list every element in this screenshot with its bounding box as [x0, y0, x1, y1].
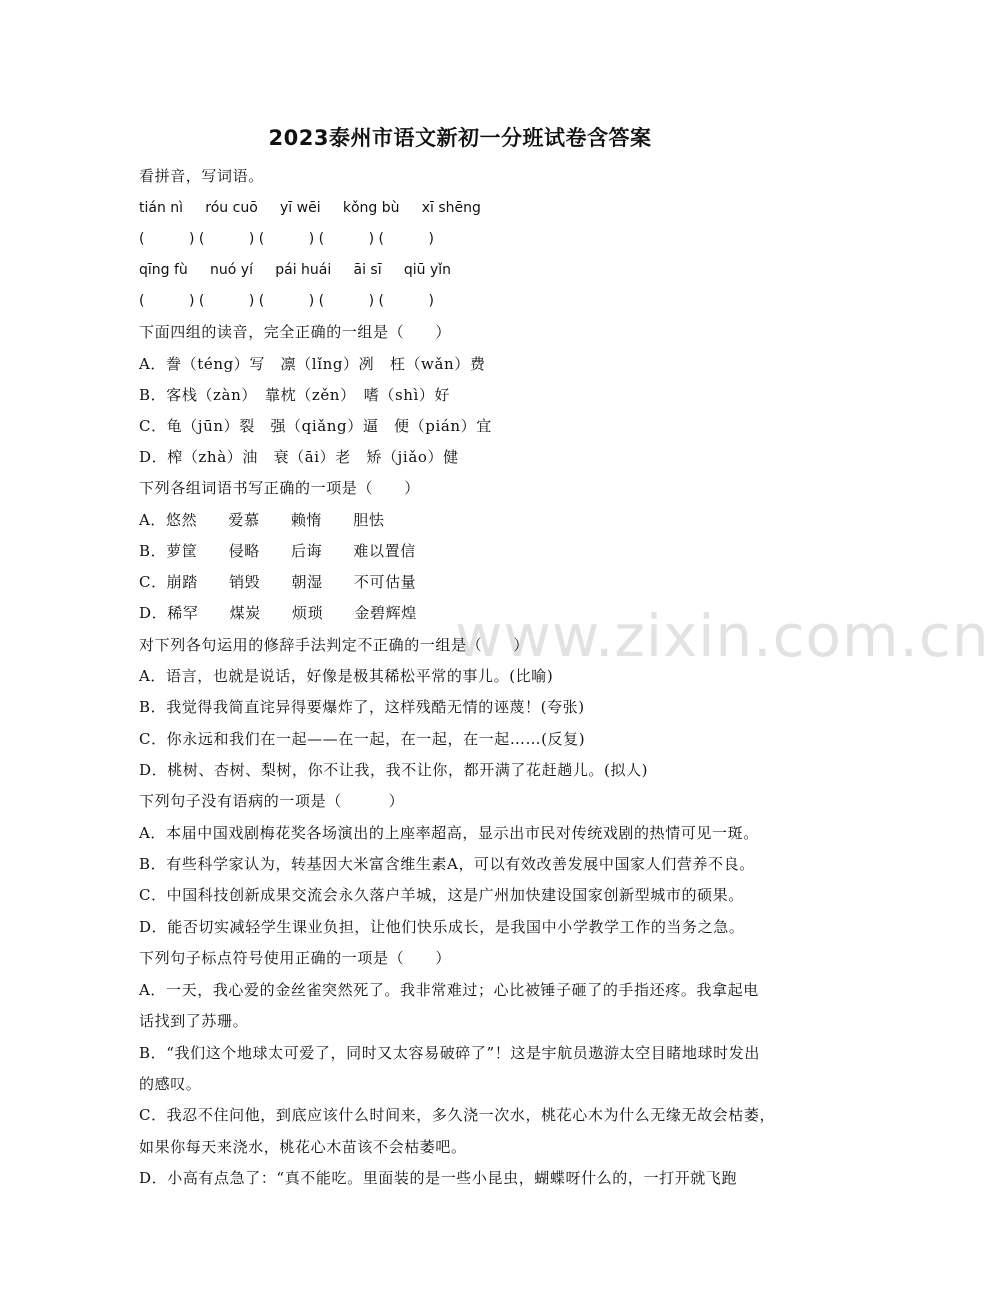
question-spelling: 下列各组词语书写正确的一项是（ ）: [139, 479, 420, 497]
answer-blanks-row-2: ( ) ( ) ( ) ( ) ( ): [139, 293, 434, 309]
watermark: www.zixin.com.cn: [455, 602, 990, 670]
option-d: D．能否切实减轻学生课业负担，让他们快乐成长，是我国中小学教学工作的当务之急。: [139, 918, 745, 936]
option-b: B．萝筐 侵略 后诲 难以置信: [139, 542, 416, 560]
option-a: A．誊（téng）写 凛（lǐng）冽 枉（wǎn）费: [139, 355, 486, 373]
option-c: C．你永远和我们在一起——在一起，在一起，在一起……(反复): [139, 730, 586, 748]
option-b: B．我觉得我简直诧异得要爆炸了，这样残酷无情的诬蔑！(夸张): [139, 698, 585, 716]
option-b: B．“我们这个地球太可爱了，同时又太容易破碎了”！这是宇航员遨游太空目睹地球时发出: [139, 1044, 760, 1062]
question-rhetoric: 对下列各句运用的修辞手法判定不正确的一组是（ ）: [139, 636, 530, 654]
option-c: C．龟（jūn）裂 强（qiǎng）逼 便（pián）宜: [139, 417, 492, 435]
option-d: D．小高有点急了：“真不能吃。里面装的是一些小昆虫，蝴蝶呀什么的，一打开就飞跑: [139, 1169, 738, 1187]
question-punctuation: 下列句子标点符号使用正确的一项是（ ）: [139, 949, 452, 967]
document-title: 2023泰州市语文新初一分班试卷含答案: [268, 126, 652, 150]
pinyin-row-1: tián nì róu cuō yī wēi kǒng bù xī shēng: [139, 200, 481, 216]
option-d: D．稀罕 煤炭 烦琐 金碧辉煌: [139, 604, 417, 622]
option-a: A．悠然 爱慕 赖惰 胆怯: [139, 511, 385, 529]
option-d: D．桃树、杏树、梨树，你不让我，我不让你，都开满了花赶趟儿。(拟人): [139, 761, 649, 779]
option-c-continued: 如果你每天来浇水，桃花心木苗该不会枯萎吧。: [139, 1138, 467, 1156]
instruction-pinyin: 看拼音，写词语。: [139, 167, 264, 185]
question-pronunciation: 下面四组的读音，完全正确的一组是（ ）: [139, 323, 452, 341]
option-b: B．客栈（zàn） 靠枕（zěn） 嗜（shì）好: [139, 386, 451, 404]
option-d: D．榨（zhà）油 衰（āi）老 矫（jiǎo）健: [139, 448, 459, 466]
option-a: A．一天，我心爱的金丝雀突然死了。我非常难过；心比被锤子砸了的手指还疼。我拿起电: [139, 981, 759, 999]
option-b: B．有些科学家认为，转基因大米富含维生素A，可以有效改善发展中国家人们营养不良。: [139, 855, 755, 873]
answer-blanks-row-1: ( ) ( ) ( ) ( ) ( ): [139, 231, 434, 247]
option-a-continued: 话找到了苏珊。: [139, 1012, 249, 1030]
pinyin-row-2: qīng fù nuó yí pái huái āi sī qiū yǐn: [139, 262, 451, 278]
option-a: A．语言，也就是说话，好像是极其稀松平常的事儿。(比喻): [139, 667, 554, 685]
option-c: C．中国科技创新成果交流会永久落户羊城，这是广州加快建设国家创新型城市的硕果。: [139, 886, 744, 904]
option-a: A．本届中国戏剧梅花奖各场演出的上座率超高，显示出市民对传统戏剧的热情可见一斑。: [139, 824, 759, 842]
question-grammar: 下列句子没有语病的一项是（ ）: [139, 792, 405, 810]
option-c: C．我忍不住问他，到底应该什么时间来，多久浇一次水，桃花心木为什么无缘无故会枯萎，: [139, 1106, 776, 1124]
option-c: C．崩踏 销毁 朝湿 不可估量: [139, 573, 417, 591]
option-b-continued: 的感叹。: [139, 1075, 202, 1093]
